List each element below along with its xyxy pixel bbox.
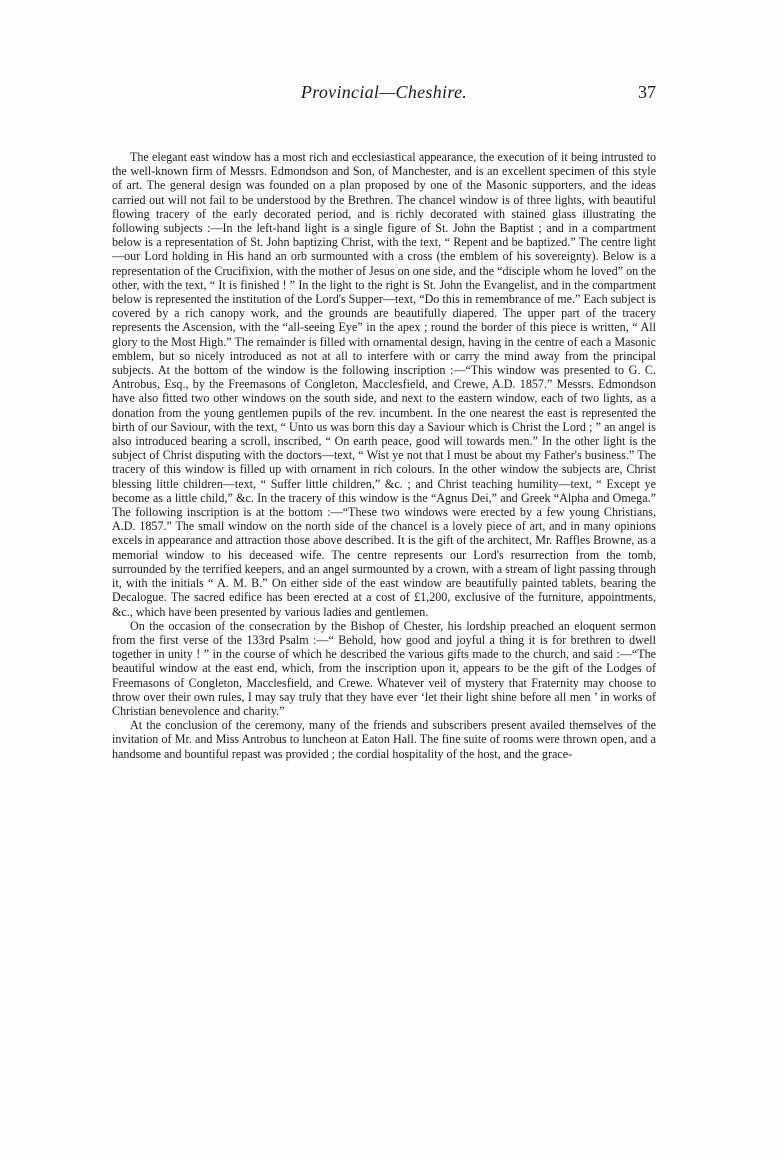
paragraph-luncheon: At the conclusion of the ceremony, many of the friends and subscribers present availed themselves of the invitation of Mr. and Miss Antrobus to luncheon at Eaton Hall. The fine suite of rooms were thrown open, and a handsome and bountiful repast was provided ; the cordial hospitality of the host, and the grace- — [112, 718, 656, 761]
page-number: 37 — [638, 82, 656, 102]
paragraph-consecration-sermon: On the occasion of the consecration by the Bishop of Chester, his lordship preached an eloquent sermon from the first verse of the 133rd Psalm :—“ Behold, how good and joyful a thing it is for brethren to dwell together in unity ! ” in the course of which he described the various gifts made to the church, and said :—“The beautiful window at the east end, which, from the inscription upon it, appears to be the gift of the Lodges of Freemasons of Congleton, Macclesfield, and Crewe. Whatever veil of mystery that Fraternity may choose to throw over their own rules, I may say truly that they have ever ‘let their light shine before all men ’ in works of Christian benevolence and charity.” — [112, 618, 656, 718]
page-header — [112, 82, 656, 110]
running-head: Provincial—Cheshire. — [300, 82, 468, 102]
article-body — [112, 150, 656, 761]
paragraph-east-window: The elegant east window has a most rich and ecclesiastical appearance, the execution of it being intrusted to the well-known firm of Messrs. Edmondson and Son, of Manchester, and is an excellent specimen of this style of art. The general design was founded on a plan proposed by one of the Masonic supporters, and the ideas carried out will not fail to be understood by the Brethren. The chancel window is of three lights, with beautiful flowing tracery of the early decorated period, and is richly decorated with stained glass illustrating the following subjects :—In the left-hand light is a single figure of St. John the Baptist ; and in a compartment below is a representation of St. John baptizing Christ, with the text, “ Repent and be baptized.” The centre light—our Lord holding in His hand an orb surmounted with a cross (the emblem of his sovereignty). Below is a representation of the Crucifixion, with the mother of Jesus on one side, and the “disciple whom he loved” on the other, with the text, “ It is finished ! ” In the light to the right is St. John the Evangelist, and in the compartment below is represented the institution of the Lord's Supper—text, “Do this in remembrance of me.” Each subject is covered by a rich canopy work, and the grounds are beautifully diapered. The upper part of the tracery represents the Ascension, with the “all-seeing Eye” in the apex ; round the border of this piece is written, “ All glory to the Most High.” The remainder is filled with ornamental design, having in the centre of each a Masonic emblem, but so nicely introduced as not at all to interfere with or carry the mind away from the principal subjects. At the bottom of the window is the following inscription :—“This window was presented to G. C. Antrobus, Esq., by the Freemasons of Congleton, Macclesfield, and Crewe, A.D. 1857.” Messrs. Edmondson have also fitted two other windows on the south side, and next to the eastern window, each of two lights, as a donation from the young gentlemen pupils of the rev. incumbent. In the one nearest the east is represented the birth of our Saviour, with the text, “ Unto us was born this day a Saviour which is Christ the Lord ; ” an angel is also introduced bearing a scroll, inscribed, “ On earth peace, good will towards men.” In the other light is the subject of Christ disputing with the doctors—text, “ Wist ye not that I must be about my Father's business.” The tracery of this window is filled up with ornament in rich colours. In the other window the subjects are, Christ blessing little children—text, “ Suffer little children,” &c. ; and Christ teaching humility—text, “ Except ye become as a little child,” &c. In the tracery of this window is the “Agnus Dei,” and Greek “Alpha and Omega.” The following inscription is at the bottom :—“These two windows were erected by a few young Christians, A.D. 1857.” The small window on the north side of the chancel is a lovely piece of art, and in many opinions excels in appearance and attraction those above described. It is the gift of the architect, Mr. Raffles Browne, as a memorial window to his deceased wife. The centre represents our Lord's resurrection from the tomb, surrounded by the terrified keepers, and an angel surmounted by a crown, with a stream of light passing through it, with the initials “ A. M. B.” On either side of the east window are beautifully painted tablets, bearing the Decalogue. The sacred edifice has been erected at a cost of £1,200, exclusive of the furniture, appointments, &c., which have been presented by various ladies and gentlemen. — [112, 150, 656, 619]
